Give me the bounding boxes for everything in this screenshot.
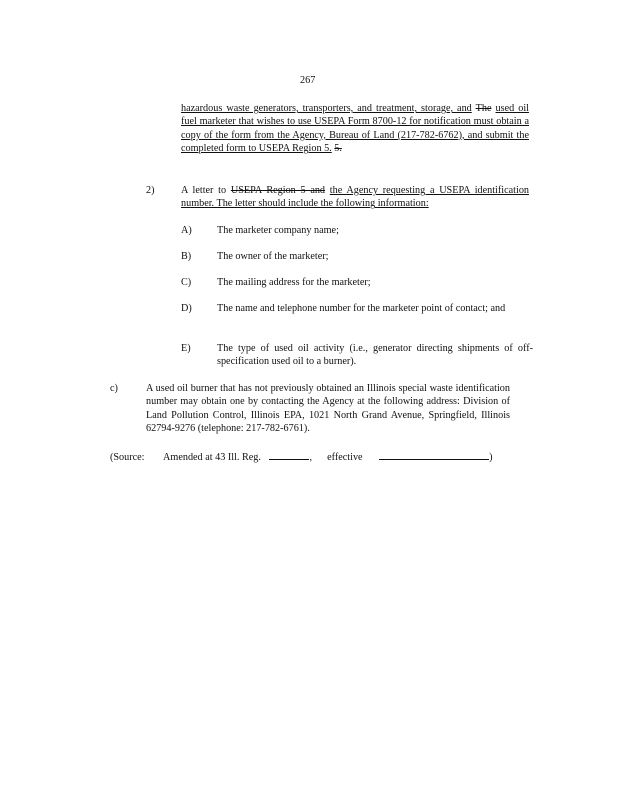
source-comma: , [309, 452, 313, 463]
inserted-text: the Agency requesting a USEPA identification number. The letter should include the following information: [181, 185, 530, 210]
sub-item-a-label: A) [181, 225, 192, 236]
source-open: (Source: [110, 452, 145, 463]
register-page-blank [269, 450, 309, 460]
sub-item-e-text: The type of used oil activity (i.e., generator directing shipments of off-specification used oil to a burner). [217, 343, 533, 368]
deleted-text: USEPA Region 5 and [230, 185, 326, 196]
item-c-text: A used oil burner that has not previously obtained an Illinois special waste identification number may obtain one by contacting the Agency at the following address: Division of Land Pollution Control, Illinois EPA, 1021 North Grand Avenue, Springfield, Illinois 62794-9276 (telephone: 217-782-6761). [146, 383, 510, 435]
sub-item-d-label: D) [181, 303, 192, 314]
deleted-text: The [475, 103, 492, 114]
item-2-label: 2) [146, 185, 155, 196]
top-paragraph [181, 102, 529, 156]
sub-item-d-text: The name and telephone number for the marketer point of contact; and [217, 303, 506, 314]
page-number: 267 [300, 75, 316, 86]
sub-item-b-label: B) [181, 251, 192, 262]
inserted-text: used oil fuel marketer that wishes to use USEPA Form 8700-12 for notification must obtain a copy of the form from the Agency, Bureau of Land (217-782-6762), and submit the completed form to USEPA Region 5. [181, 103, 529, 155]
sub-item-b-text: The owner of the marketer; [217, 251, 329, 262]
sub-item-e-label: E) [181, 343, 191, 354]
item-2-pre: A letter to [181, 185, 227, 196]
inserted-text: hazardous waste generators, transporters, and treatment, storage, and [181, 103, 472, 114]
sub-item-c-text: The mailing address for the marketer; [217, 277, 371, 288]
item-2-text [181, 184, 529, 211]
source-text: Amended at 43 Ill. Reg. [163, 452, 261, 463]
effective-date-blank [379, 450, 489, 460]
source-note [110, 450, 493, 464]
sub-item-c-label: C) [181, 277, 192, 288]
item-c-label: c) [110, 383, 118, 394]
sub-item-a-text: The marketer company name; [217, 225, 339, 236]
deleted-text: 5. [334, 143, 342, 155]
source-effective: effective [327, 452, 363, 463]
source-close: ) [489, 452, 493, 463]
